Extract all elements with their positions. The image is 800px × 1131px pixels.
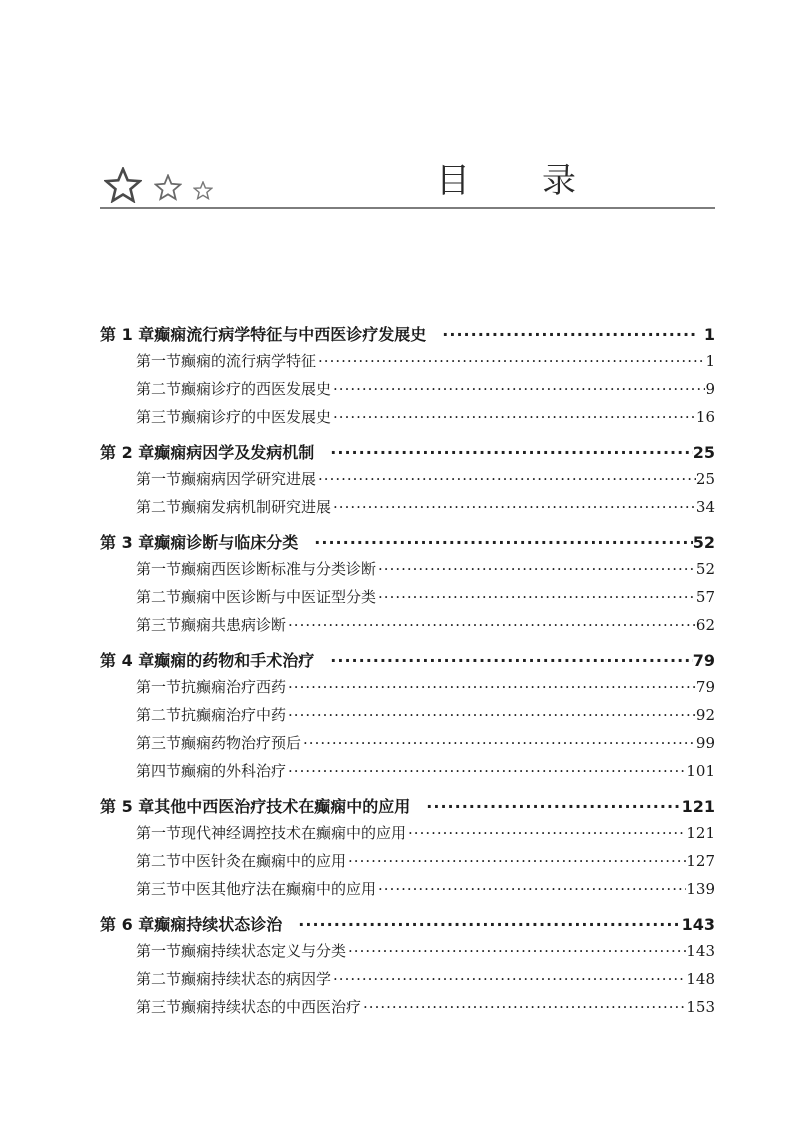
toc-chapter xyxy=(100,322,715,434)
section-page: 148 xyxy=(686,970,715,988)
toc-chapter xyxy=(100,794,715,906)
toc-section-entry[interactable] xyxy=(100,760,715,788)
section-title: 抗癫痫治疗西药 xyxy=(181,678,287,696)
section-page: 79 xyxy=(695,678,715,696)
section-title: 抗癫痫治疗中药 xyxy=(181,706,287,724)
chapter-number: 第 4 章 xyxy=(100,651,155,670)
toc-chapter-entry[interactable] xyxy=(100,794,715,822)
star-outline-icon xyxy=(104,167,142,203)
section-number: 第二节 xyxy=(136,588,182,606)
section-number: 第三节 xyxy=(136,616,182,634)
section-number: 第三节 xyxy=(136,734,182,752)
section-page: 153 xyxy=(686,998,715,1016)
section-page: 121 xyxy=(686,824,715,842)
toc-section-entry[interactable] xyxy=(100,614,715,642)
section-page: 16 xyxy=(695,408,715,426)
leader-dots xyxy=(316,352,705,370)
chapter-number: 第 2 章 xyxy=(100,443,155,462)
section-number: 第三节 xyxy=(136,998,182,1016)
toc-chapter xyxy=(100,530,715,642)
header-rule xyxy=(100,207,715,209)
section-page: 62 xyxy=(695,616,715,634)
section-number: 第二节 xyxy=(136,380,182,398)
chapter-title: 癫痫病因学及发病机制 xyxy=(154,443,315,462)
toc-section-entry[interactable] xyxy=(100,676,715,704)
toc-section-entry[interactable] xyxy=(100,496,715,524)
section-title: 癫痫的流行病学特征 xyxy=(181,352,317,370)
chapter-page: 121 xyxy=(681,797,715,816)
leader-dots xyxy=(282,915,681,934)
section-number: 第二节 xyxy=(136,852,182,870)
section-page: 52 xyxy=(695,560,715,578)
section-title: 癫痫病因学研究进展 xyxy=(181,470,317,488)
toc-chapter xyxy=(100,912,715,1024)
leader-dots xyxy=(286,678,696,696)
toc-section-entry[interactable] xyxy=(100,732,715,760)
leader-dots xyxy=(286,762,686,780)
chapter-page: 143 xyxy=(681,915,715,934)
leader-dots xyxy=(286,706,696,724)
section-page: 101 xyxy=(686,762,715,780)
section-title: 中医针灸在癫痫中的应用 xyxy=(181,852,347,870)
page-title xyxy=(436,161,586,205)
toc-section-entry[interactable] xyxy=(100,822,715,850)
chapter-number: 第 5 章 xyxy=(100,797,155,816)
section-title: 中医其他疗法在癫痫中的应用 xyxy=(181,880,377,898)
chapter-title: 癫痫的药物和手术治疗 xyxy=(154,651,315,670)
toc-chapter xyxy=(100,648,715,788)
toc-chapter-entry[interactable] xyxy=(100,648,715,676)
section-number: 第一节 xyxy=(136,678,182,696)
section-title: 现代神经调控技术在癫痫中的应用 xyxy=(181,824,407,842)
chapter-number: 第 3 章 xyxy=(100,533,155,552)
leader-dots xyxy=(314,651,692,670)
section-number: 第一节 xyxy=(136,824,182,842)
toc-section-entry[interactable] xyxy=(100,586,715,614)
leader-dots xyxy=(426,325,695,344)
leader-dots xyxy=(331,408,696,426)
page-header xyxy=(100,163,715,208)
section-number: 第二节 xyxy=(136,970,182,988)
section-title: 癫痫中医诊断与中医证型分类 xyxy=(181,588,377,606)
chapter-page: 1 xyxy=(703,325,715,344)
section-number: 第三节 xyxy=(136,880,182,898)
table-of-contents xyxy=(100,322,715,1030)
section-number: 第三节 xyxy=(136,408,182,426)
toc-section-entry[interactable] xyxy=(100,878,715,906)
leader-dots xyxy=(346,852,686,870)
section-title: 癫痫药物治疗预后 xyxy=(181,734,302,752)
section-page: 9 xyxy=(705,380,715,398)
section-number: 第四节 xyxy=(136,762,182,780)
leader-dots xyxy=(376,560,696,578)
toc-chapter-entry[interactable] xyxy=(100,530,715,558)
title-char-2: 录 xyxy=(542,161,576,201)
toc-section-entry[interactable] xyxy=(100,850,715,878)
section-number: 第二节 xyxy=(136,498,182,516)
section-title: 癫痫共患病诊断 xyxy=(181,616,287,634)
toc-section-entry[interactable] xyxy=(100,704,715,732)
section-title: 癫痫持续状态的中西医治疗 xyxy=(181,998,362,1016)
toc-section-entry[interactable] xyxy=(100,350,715,378)
title-char-1: 目 xyxy=(436,161,470,201)
section-number: 第一节 xyxy=(136,352,182,370)
chapter-title: 癫痫流行病学特征与中西医诊疗发展史 xyxy=(154,325,427,344)
chapter-title: 癫痫诊断与临床分类 xyxy=(154,533,299,552)
leader-dots xyxy=(331,970,686,988)
section-title: 癫痫持续状态的病因学 xyxy=(181,970,332,988)
leader-dots xyxy=(376,880,686,898)
toc-chapter-entry[interactable] xyxy=(100,440,715,468)
section-title: 癫痫诊疗的西医发展史 xyxy=(181,380,332,398)
leader-dots xyxy=(331,380,705,398)
chapter-number: 第 1 章 xyxy=(100,325,155,344)
toc-section-entry[interactable] xyxy=(100,378,715,406)
leader-dots xyxy=(316,470,696,488)
chapter-page: 79 xyxy=(692,651,715,670)
toc-chapter xyxy=(100,440,715,524)
toc-section-entry[interactable] xyxy=(100,996,715,1024)
toc-section-entry[interactable] xyxy=(100,468,715,496)
section-page: 139 xyxy=(686,880,715,898)
section-page: 57 xyxy=(695,588,715,606)
section-title: 癫痫诊疗的中医发展史 xyxy=(181,408,332,426)
toc-chapter-entry[interactable] xyxy=(100,912,715,940)
toc-section-entry[interactable] xyxy=(100,940,715,968)
toc-section-entry[interactable] xyxy=(100,558,715,586)
section-page: 1 xyxy=(705,352,715,370)
section-title: 癫痫发病机制研究进展 xyxy=(181,498,332,516)
leader-dots xyxy=(361,998,686,1016)
star-outline-icon xyxy=(193,181,213,200)
section-page: 143 xyxy=(686,942,715,960)
section-page: 127 xyxy=(686,852,715,870)
toc-chapter-entry[interactable] xyxy=(100,322,715,350)
leader-dots xyxy=(376,588,696,606)
section-page: 92 xyxy=(695,706,715,724)
leader-dots xyxy=(286,616,696,634)
section-page: 34 xyxy=(695,498,715,516)
section-number: 第一节 xyxy=(136,470,182,488)
section-page: 99 xyxy=(695,734,715,752)
toc-section-entry[interactable] xyxy=(100,968,715,996)
toc-section-entry[interactable] xyxy=(100,406,715,434)
leader-dots xyxy=(314,443,692,462)
section-title: 癫痫持续状态定义与分类 xyxy=(181,942,347,960)
leader-dots xyxy=(301,734,696,752)
star-outline-icon xyxy=(154,174,182,201)
section-number: 第二节 xyxy=(136,706,182,724)
section-title: 癫痫的外科治疗 xyxy=(181,762,287,780)
section-number: 第一节 xyxy=(136,560,182,578)
leader-dots xyxy=(346,942,686,960)
leader-dots xyxy=(298,533,692,552)
leader-dots xyxy=(410,797,681,816)
chapter-page: 52 xyxy=(692,533,715,552)
chapter-title: 其他中西医治疗技术在癫痫中的应用 xyxy=(154,797,411,816)
leader-dots xyxy=(406,824,686,842)
leader-dots xyxy=(331,498,696,516)
chapter-page: 25 xyxy=(692,443,715,462)
chapter-number: 第 6 章 xyxy=(100,915,155,934)
section-number: 第一节 xyxy=(136,942,182,960)
section-page: 25 xyxy=(695,470,715,488)
chapter-title: 癫痫持续状态诊治 xyxy=(154,915,283,934)
section-title: 癫痫西医诊断标准与分类诊断 xyxy=(181,560,377,578)
